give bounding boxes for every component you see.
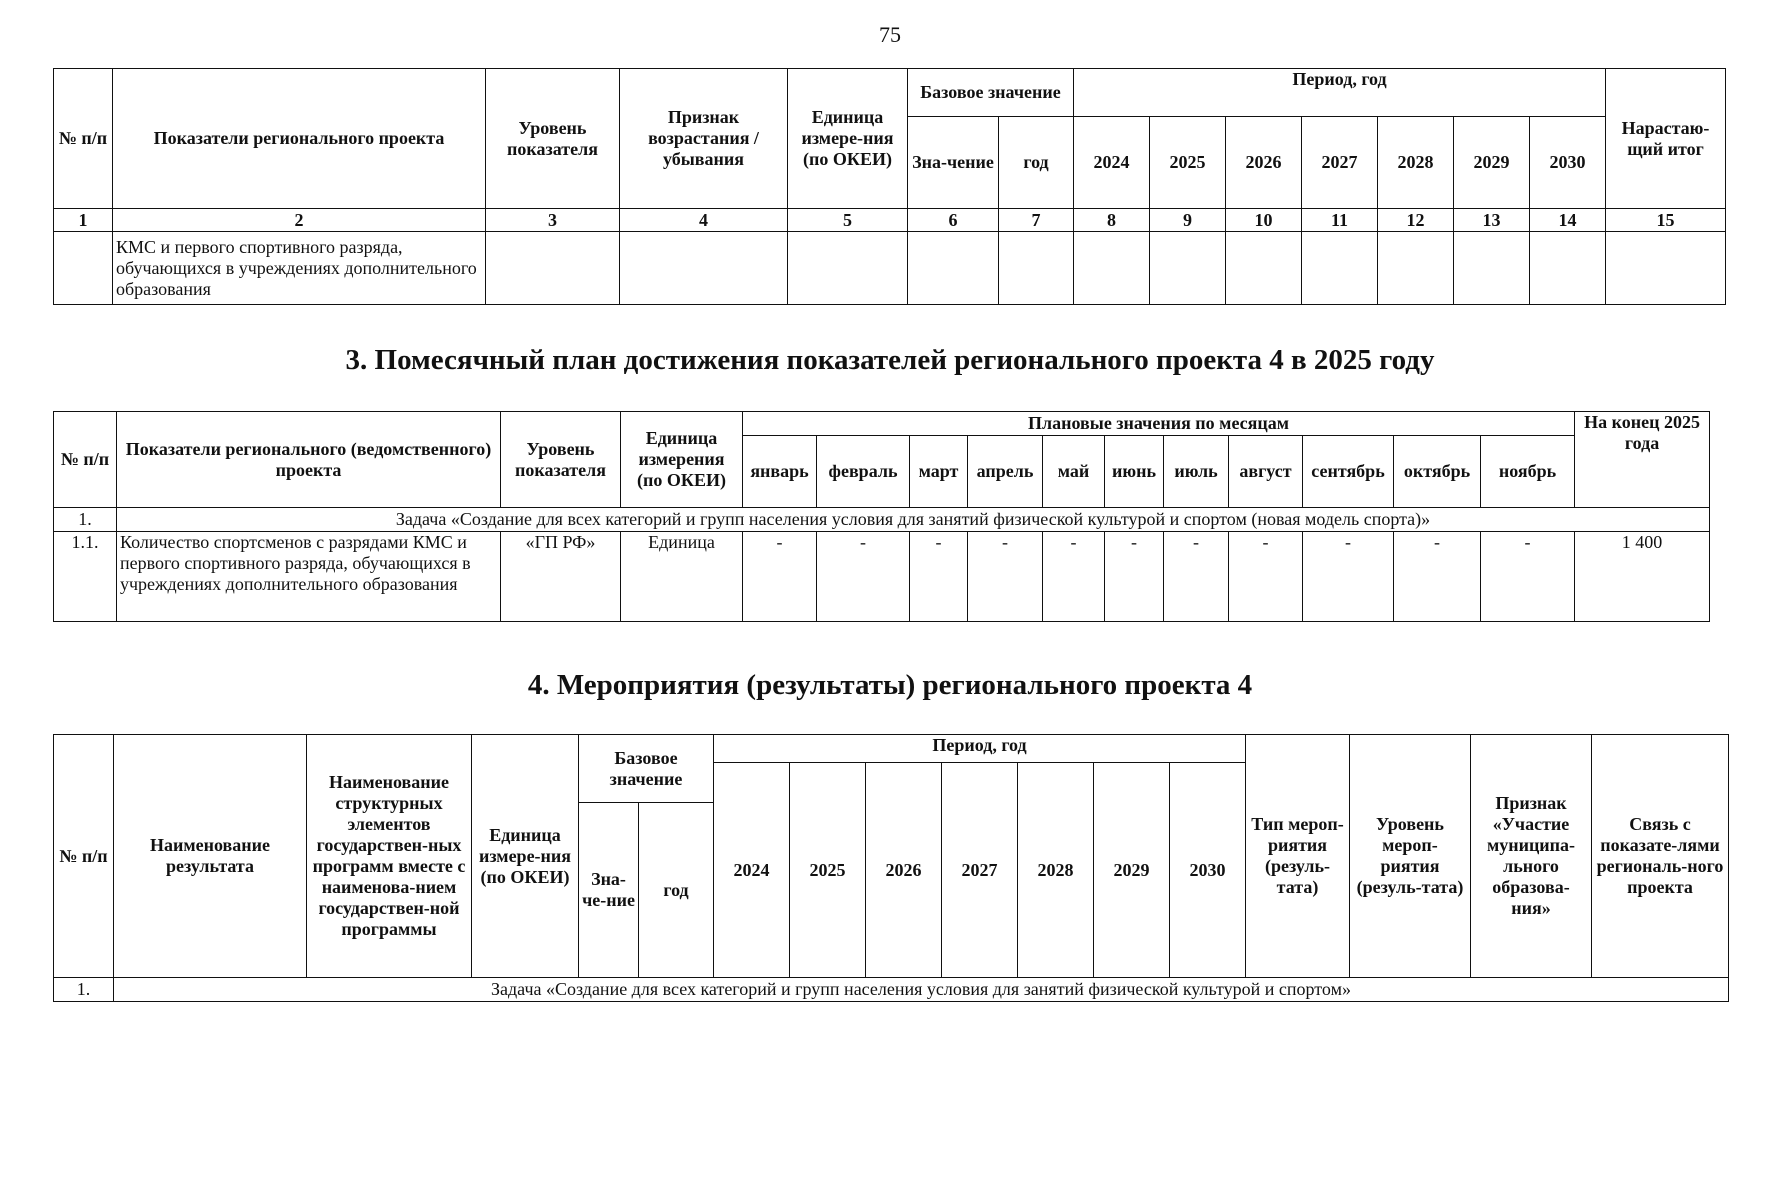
empty-cell: [486, 232, 620, 305]
empty-cell: [999, 232, 1074, 305]
section-4-title: 4. Мероприятия (результаты) регионального проекта 4: [527, 669, 1253, 701]
empty-cell: [1530, 232, 1606, 305]
header-link: Связь с показате-лями региональ-ного проекта: [1592, 735, 1729, 978]
column-number-row: [54, 209, 1726, 232]
row-num: [54, 232, 113, 305]
empty-cell: [908, 232, 999, 305]
header-base-value: Зна-чение: [908, 117, 999, 209]
header-year: 2029: [1454, 117, 1530, 209]
empty-cell: [1378, 232, 1454, 305]
empty-cell: [1454, 232, 1530, 305]
task-num: 1.: [54, 508, 117, 532]
header-year: 2028: [1018, 763, 1094, 978]
header-num: № п/п: [54, 69, 113, 209]
header-num: № п/п: [54, 412, 117, 508]
column-number: 3: [486, 209, 620, 232]
empty-cell: [1226, 232, 1302, 305]
row-level: «ГП РФ»: [501, 532, 621, 622]
header-year: 2025: [1150, 117, 1226, 209]
header-year: 2026: [866, 763, 942, 978]
header-level: Уровень мероп-риятия (резуль-тата): [1350, 735, 1471, 978]
column-number: 7: [999, 209, 1074, 232]
task-num: 1.: [54, 978, 114, 1002]
header-unit: Единица измере-ния (по ОКЕИ): [472, 735, 579, 978]
empty-cell: [1302, 232, 1378, 305]
header-planned: Плановые значения по месяцам: [743, 412, 1575, 436]
header-year: 2028: [1378, 117, 1454, 209]
header-unit: Единица измере-ния (по ОКЕИ): [788, 69, 908, 209]
table-row: [54, 232, 1726, 305]
header-year: 2027: [1302, 117, 1378, 209]
column-number: 1: [54, 209, 113, 232]
month-value: -: [910, 532, 968, 622]
month-value: -: [1229, 532, 1303, 622]
task-text: Задача «Создание для всех категорий и групп населения условия для занятий физической культурой и спортом»: [114, 978, 1729, 1002]
empty-cell: [1074, 232, 1150, 305]
header-month: январь: [743, 436, 817, 508]
page-number: 75: [879, 22, 901, 47]
empty-cell: [788, 232, 908, 305]
header-year: 2024: [714, 763, 790, 978]
row-indicator: КМС и первого спортивного разряда, обучающихся в учреждениях дополнительного образования: [113, 232, 486, 305]
header-period: Период, год: [1074, 69, 1606, 117]
header-indicator: Показатели регионального (ведомственного) проекта: [117, 412, 501, 508]
column-number: 6: [908, 209, 999, 232]
column-number: 4: [620, 209, 788, 232]
row-unit: Единица: [621, 532, 743, 622]
header-period: Период, год: [714, 735, 1246, 763]
row-num: 1.1.: [54, 532, 117, 622]
header-month: май: [1043, 436, 1105, 508]
header-month: апрель: [968, 436, 1043, 508]
header-month: июль: [1164, 436, 1229, 508]
month-value: -: [1303, 532, 1394, 622]
header-type: Тип мероп-риятия (резуль-тата): [1246, 735, 1350, 978]
header-result: Наименование результата: [114, 735, 307, 978]
month-value: -: [1481, 532, 1575, 622]
header-base-year: год: [639, 803, 714, 978]
row-end-value: 1 400: [1575, 532, 1710, 622]
header-level: Уровень показателя: [486, 69, 620, 209]
column-number: 12: [1378, 209, 1454, 232]
header-month: октябрь: [1394, 436, 1481, 508]
header-month: август: [1229, 436, 1303, 508]
header-base: Базовое значение: [579, 735, 714, 803]
column-number: 10: [1226, 209, 1302, 232]
header-municipal: Признак «Участие муниципа-льного образова-ния»: [1471, 735, 1592, 978]
section-3-title: 3. Помесячный план достижения показателей регионального проекта 4 в 2025 году: [345, 344, 1435, 376]
table-row: [54, 532, 1710, 622]
month-value: -: [968, 532, 1043, 622]
column-number: 5: [788, 209, 908, 232]
header-end: На конец 2025 года: [1575, 412, 1710, 508]
indicators-table: [53, 68, 1726, 305]
header-indicator: Показатели регионального проекта: [113, 69, 486, 209]
header-struct: Наименование структурных элементов государствен-ных программ вместе с наименова-нием государствен-ной программы: [307, 735, 472, 978]
task-text: Задача «Создание для всех категорий и групп населения условия для занятий физической культурой и спортом (новая модель спорта)»: [117, 508, 1710, 532]
month-value: -: [743, 532, 817, 622]
column-number: 13: [1454, 209, 1530, 232]
month-value: -: [1164, 532, 1229, 622]
task-row: [54, 978, 1729, 1002]
column-number: 8: [1074, 209, 1150, 232]
header-year: 2029: [1094, 763, 1170, 978]
empty-cell: [620, 232, 788, 305]
header-level: Уровень показателя: [501, 412, 621, 508]
header-year: 2027: [942, 763, 1018, 978]
column-number: 15: [1606, 209, 1726, 232]
empty-cell: [1606, 232, 1726, 305]
header-unit: Единица измерения (по ОКЕИ): [621, 412, 743, 508]
column-number: 11: [1302, 209, 1378, 232]
month-value: -: [1043, 532, 1105, 622]
header-base-value: Зна-че-ние: [579, 803, 639, 978]
results-table: [53, 734, 1729, 1002]
column-number: 14: [1530, 209, 1606, 232]
header-base: Базовое значение: [908, 69, 1074, 117]
column-number: 2: [113, 209, 486, 232]
month-value: -: [1394, 532, 1481, 622]
header-sign: Признак возрастания / убывания: [620, 69, 788, 209]
header-year: 2030: [1170, 763, 1246, 978]
header-month: сентябрь: [1303, 436, 1394, 508]
month-value: -: [1105, 532, 1164, 622]
header-num: № п/п: [54, 735, 114, 978]
task-row: [54, 508, 1710, 532]
header-cumulative: Нарастаю-щий итог: [1606, 69, 1726, 209]
monthly-plan-table: [53, 411, 1710, 622]
header-year: 2024: [1074, 117, 1150, 209]
header-year: 2026: [1226, 117, 1302, 209]
row-indicator: Количество спортсменов с разрядами КМС и первого спортивного разряда, обучающихся в учреждениях дополнительного образования: [117, 532, 501, 622]
column-number: 9: [1150, 209, 1226, 232]
header-month: февраль: [817, 436, 910, 508]
header-month: ноябрь: [1481, 436, 1575, 508]
empty-cell: [1150, 232, 1226, 305]
header-year: 2030: [1530, 117, 1606, 209]
header-month: июнь: [1105, 436, 1164, 508]
header-year: 2025: [790, 763, 866, 978]
header-month: март: [910, 436, 968, 508]
header-base-year: год: [999, 117, 1074, 209]
month-value: -: [817, 532, 910, 622]
